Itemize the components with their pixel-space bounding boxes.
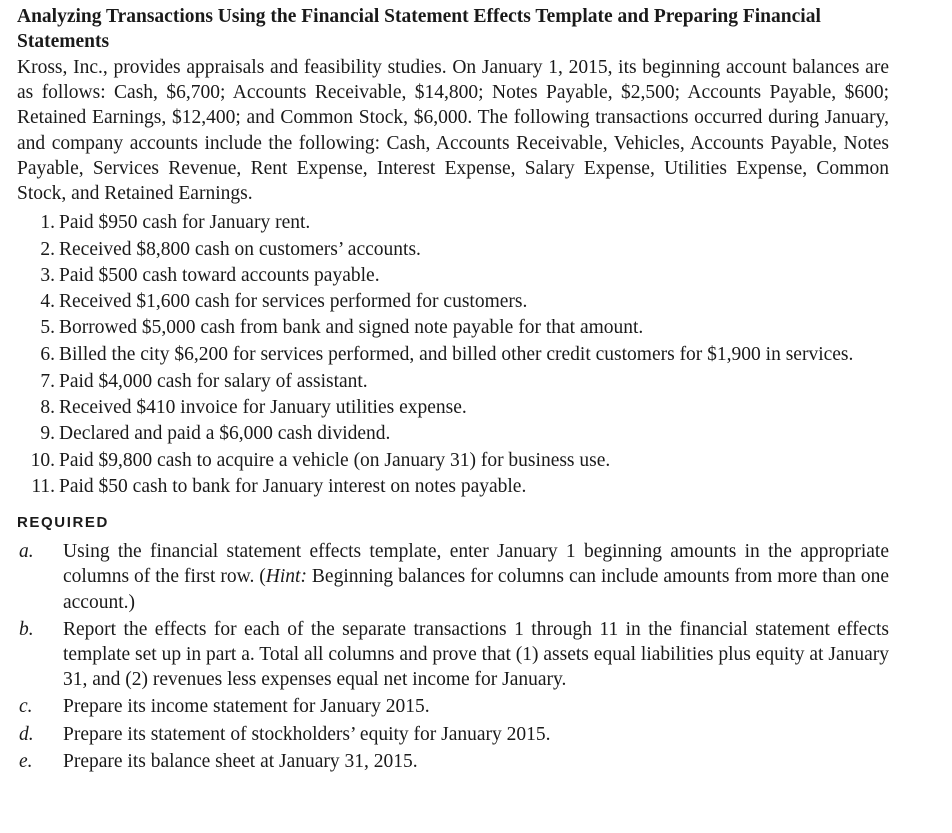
- transaction-item: [17, 369, 889, 395]
- transaction-item: [17, 210, 889, 236]
- required-part-c: [17, 694, 889, 719]
- part-a-text-after: Beginning balances for columns can include amounts from more than one account.): [63, 566, 889, 613]
- transaction-item: [17, 421, 889, 447]
- transaction-text: Paid $500 cash toward accounts payable.: [59, 264, 380, 286]
- transaction-number: 4.: [40, 291, 55, 313]
- transaction-number: 1.: [40, 212, 55, 234]
- problem-intro: Kross, Inc., provides appraisals and feasibility studies. On January 1, 2015, its beginning account balances are as follows: Cash, $6,700; Accounts Receivable, $14,800; Notes Payable, $2,500; Accounts Payable, $600; Retained Earnings, $12,400; and Common Stock, $6,000. The following transactions occurred during January, and company accounts include the following: Cash, Accounts Receivable, Vehicles, Accounts Payable, Notes Payable, Services Revenue, Rent Expense, Interest Expense, Salary Expense, Utilities Expense, Common Stock, and Retained Earnings.: [17, 57, 889, 205]
- transaction-text: Paid $50 cash to bank for January interest on notes payable.: [59, 475, 527, 497]
- part-text: [63, 539, 889, 615]
- required-part-b: [17, 617, 889, 693]
- transaction-text: Received $1,600 cash for services performed for customers.: [59, 291, 528, 313]
- transaction-item: [17, 474, 889, 500]
- required-parts-list: [17, 539, 889, 774]
- transaction-item: [17, 289, 889, 315]
- transaction-item: [17, 263, 889, 289]
- transaction-number: 6.: [40, 343, 55, 365]
- transaction-item: [17, 395, 889, 421]
- part-text: Report the effects for each of the separate transactions 1 through 11 in the financial statement effects template set up in part a. Total all columns and prove that (1) assets equal liabilities plus equity at January 31, and (2) revenues less expenses equal net income for January.: [63, 618, 889, 691]
- transaction-text: Borrowed $5,000 cash from bank and signed note payable for that amount.: [59, 317, 644, 339]
- part-letter: c.: [19, 696, 33, 718]
- part-text: Prepare its balance sheet at January 31, 2015.: [63, 750, 418, 772]
- transaction-text: Received $410 invoice for January utilities expense.: [59, 397, 467, 418]
- part-letter: b.: [19, 618, 34, 640]
- part-letter: e.: [19, 750, 33, 772]
- transaction-list: [17, 210, 889, 500]
- part-a-text-before: Using the financial statement effects template, enter January 1 beginning amounts in the appropriate columns of the first row. (: [63, 541, 889, 588]
- transaction-number: 10.: [30, 449, 55, 471]
- transaction-number: 3.: [40, 264, 55, 286]
- part-text: Prepare its statement of stockholders’ equity for January 2015.: [63, 723, 551, 745]
- transaction-text: Billed the city $6,200 for services performed, and billed other credit customers for $1,900 in services.: [59, 343, 854, 365]
- transaction-text: Paid $4,000 cash for salary of assistant.: [59, 370, 368, 392]
- required-part-d: [17, 722, 889, 747]
- transaction-number: 8.: [40, 397, 55, 418]
- transaction-text: Paid $9,800 cash to acquire a vehicle (on January 31) for business use.: [59, 449, 611, 471]
- transaction-item: [17, 315, 889, 341]
- transaction-number: 7.: [40, 370, 55, 392]
- transaction-number: 9.: [40, 423, 55, 445]
- transaction-number: 11.: [31, 475, 55, 497]
- transaction-item: [17, 342, 889, 367]
- problem-page: [17, 4, 889, 776]
- transaction-text: Declared and paid a $6,000 cash dividend.: [59, 423, 391, 445]
- transaction-item: [17, 448, 889, 474]
- transaction-item: [17, 237, 889, 263]
- required-part-e: [17, 749, 889, 774]
- transaction-number: 2.: [40, 238, 55, 260]
- transaction-number: 5.: [40, 317, 55, 339]
- required-part-a: [17, 539, 889, 615]
- hint-label: Hint:: [265, 566, 307, 588]
- part-text: Prepare its income statement for January 2015.: [63, 696, 430, 718]
- part-letter: d.: [19, 723, 34, 745]
- required-heading: REQUIRED: [17, 514, 109, 532]
- transaction-text: Paid $950 cash for January rent.: [59, 212, 311, 234]
- problem-title: Analyzing Transactions Using the Financial Statement Effects Template and Preparing Financial Statements: [17, 6, 821, 52]
- part-letter: a.: [19, 541, 34, 563]
- transaction-text: Received $8,800 cash on customers’ accounts.: [59, 238, 421, 260]
